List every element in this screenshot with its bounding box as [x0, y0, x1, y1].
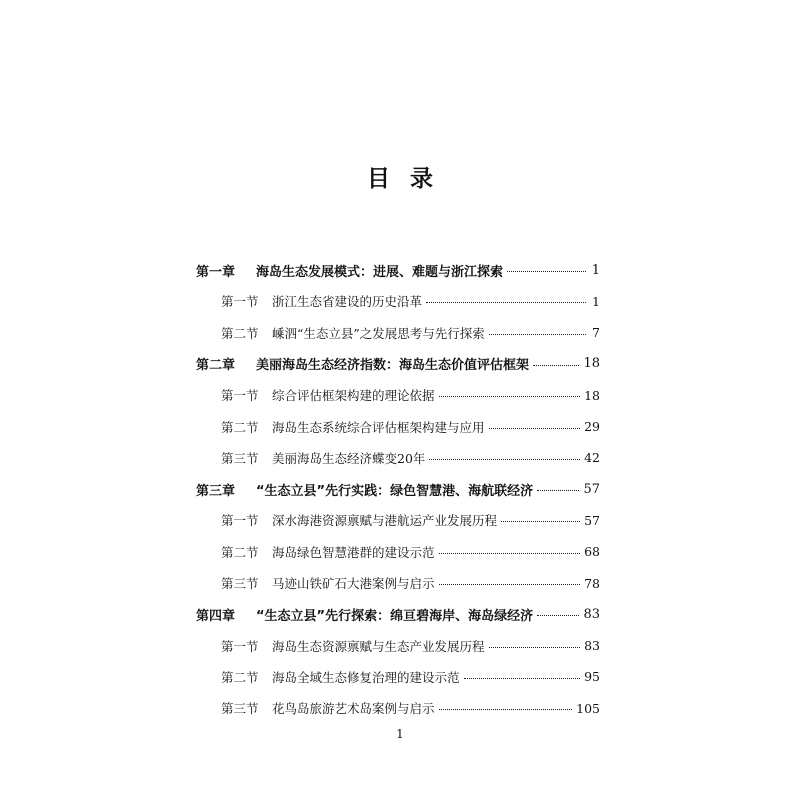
toc-leader-dots	[537, 490, 579, 491]
toc-section-entry[interactable]	[221, 415, 600, 439]
toc-entry-label: 第二章	[196, 358, 236, 374]
toc-leader-dots	[439, 396, 581, 397]
toc-entry-label: 第三节	[221, 576, 259, 591]
toc-entry-title: 海岛全域生态修复治理的建设示范	[272, 669, 460, 685]
toc-leader-dots	[489, 428, 581, 429]
toc-entry-page: 83	[583, 606, 600, 622]
toc-entry-page: 18	[583, 356, 600, 372]
toc-entry-title: 深水海港资源禀赋与港航运产业发展历程	[272, 513, 498, 529]
toc-entry-title: 海岛生态系统综合评估框架构建与应用	[272, 419, 485, 435]
toc-chapter-entry[interactable]	[196, 258, 600, 282]
toc-leader-dots	[439, 584, 581, 585]
toc-entry-title: 浙江生态省建设的历史沿革	[272, 294, 423, 310]
toc-entry-title: 美丽海岛生态经济指数：海岛生态价值评估框架	[256, 358, 530, 374]
toc-entry-page: 83	[584, 638, 600, 654]
toc-entry-page: 1	[591, 262, 600, 278]
toc-leader-dots	[489, 647, 581, 648]
toc-leader-dots	[429, 459, 580, 460]
toc-entry-page: 7	[592, 325, 600, 341]
toc-entry-title: 嵊泗“生态立县”之发展思考与先行探索	[272, 325, 485, 341]
toc-leader-dots	[507, 271, 586, 272]
toc-entry-page: 105	[576, 700, 600, 716]
toc-entry-title: 综合评估框架构建的理论依据	[272, 388, 435, 404]
toc-entry-label: 第四章	[196, 608, 236, 624]
toc-section-entry[interactable]	[221, 446, 600, 470]
toc-section-entry[interactable]	[221, 634, 600, 658]
page-title-char-1: 目	[367, 166, 390, 192]
toc-entry-page: 78	[584, 575, 600, 591]
toc-section-entry[interactable]	[221, 665, 600, 689]
toc-entry-title: “生态立县”先行探索：绵亘碧海岸、海岛绿经济	[256, 608, 534, 624]
toc-entry-title: “生态立县”先行实践：绿色智慧港、海航联经济	[256, 483, 534, 499]
toc-entry-title: 马迹山铁矿石大港案例与启示	[272, 576, 435, 591]
toc-leader-dots	[537, 615, 579, 616]
toc-entry-label: 第二节	[221, 325, 259, 341]
toc-entry-page: 18	[584, 387, 600, 403]
toc-entry-label: 第一节	[221, 638, 259, 654]
toc-entry-label: 第一节	[221, 294, 259, 310]
toc-section-entry[interactable]	[221, 571, 600, 595]
toc-entry-title: 海岛生态发展模式：进展、难题与浙江探索	[256, 264, 504, 280]
toc-entry-page: 29	[584, 419, 600, 434]
toc-entry-label: 第三章	[196, 483, 236, 499]
toc-entry-title: 美丽海岛生态经济蝶变20年	[272, 450, 426, 466]
toc-section-entry[interactable]	[221, 383, 600, 407]
toc-entry-title: 海岛生态资源禀赋与生态产业发展历程	[272, 638, 485, 654]
page-title	[0, 160, 800, 193]
toc-entry-page: 57	[584, 512, 600, 528]
toc-entry-label: 第二节	[221, 669, 259, 685]
toc-entry-page: 1	[592, 293, 600, 309]
toc-entry-page: 42	[584, 450, 600, 466]
toc-section-entry[interactable]	[221, 321, 600, 345]
toc-entry-label: 第一节	[221, 388, 259, 404]
toc-leader-dots	[439, 709, 573, 710]
page-title-char-2: 录	[410, 166, 433, 192]
toc-entry-label: 第三节	[221, 701, 259, 717]
page-number: 1	[396, 727, 404, 741]
toc-leader-dots	[439, 553, 581, 554]
toc-entry-title: 花鸟岛旅游艺术岛案例与启示	[272, 701, 435, 717]
toc-chapter-entry[interactable]	[196, 352, 600, 376]
toc-entry-label: 第二节	[221, 419, 259, 435]
toc-entry-page: 68	[584, 544, 600, 560]
toc-chapter-entry[interactable]	[196, 477, 600, 501]
toc-entry-page: 95	[584, 669, 600, 685]
toc-entry-label: 第二节	[221, 544, 259, 560]
toc-entry-title: 海岛绿色智慧港群的建设示范	[272, 544, 435, 560]
toc-leader-dots	[426, 302, 586, 303]
toc-section-entry[interactable]	[221, 696, 600, 720]
toc-entry-page: 57	[583, 481, 600, 497]
toc-leader-dots	[501, 521, 580, 522]
toc-entry-label: 第三节	[221, 450, 259, 466]
toc-section-entry[interactable]	[221, 540, 600, 564]
toc-chapter-entry[interactable]	[196, 602, 600, 626]
toc-leader-dots	[489, 334, 586, 335]
toc-entry-label: 第一节	[221, 513, 259, 529]
toc-section-entry[interactable]	[221, 289, 600, 313]
toc-leader-dots	[464, 678, 581, 679]
toc-entry-label: 第一章	[196, 264, 236, 280]
toc-section-entry[interactable]	[221, 508, 600, 532]
toc-leader-dots	[533, 365, 579, 366]
